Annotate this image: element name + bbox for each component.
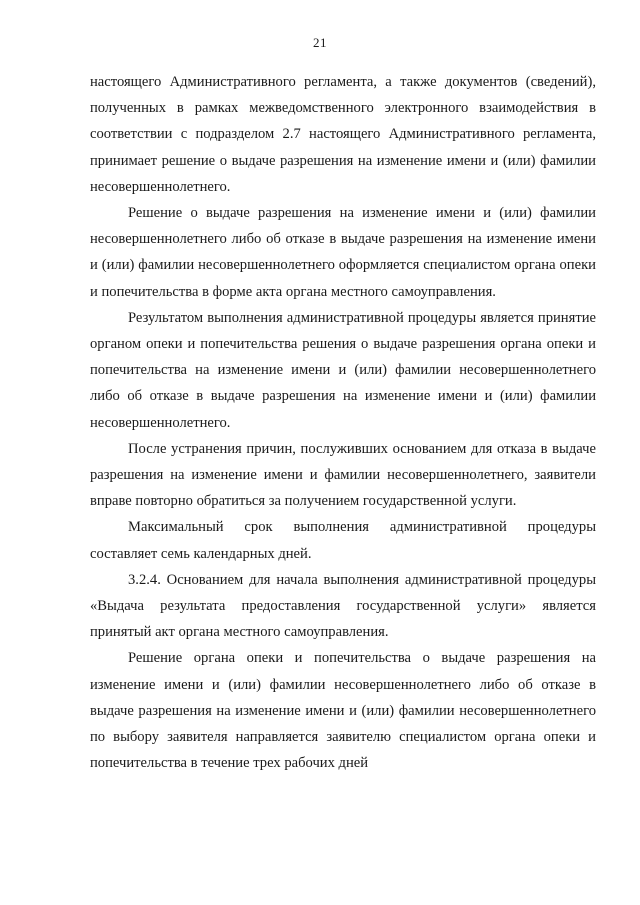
paragraph-decision-form: Решение о выдаче разрешения на изменение имени и (или) фамилии несовершеннолетнего либо об отказе в выдаче разрешения на изменение имени и (или) фамилии несовершеннолетнего оформляется специалистом органа опеки и попечительства в форме акта органа местного самоуправления. bbox=[90, 205, 596, 300]
paragraph-continuation: настоящего Административного регламента, а также документов (сведений), полученных в рамках межведомственного электронного взаимодействия в соответствии с подразделом 2.7 настоящего Административного регламента, принимает решение о выдаче разрешения на изменение имени и (или) фамилии несовершеннолетнего. bbox=[90, 74, 596, 195]
paragraph-reapplication: После устранения причин, послуживших основанием для отказа в выдаче разрешения на изменение имени и фамилии несовершеннолетнего, заявители вправе повторно обратиться за получением государственной услуги. bbox=[90, 440, 596, 510]
page-number: 21 bbox=[313, 35, 327, 50]
document-body bbox=[90, 69, 596, 776]
paragraph-max-term: Максимальный срок выполнения административной процедуры составляет семь календарных дней. bbox=[90, 519, 596, 562]
paragraph-procedure-result: Результатом выполнения административной процедуры является принятие органом опеки и попечительства решения о выдаче разрешения органа опеки и попечительства на изменение имени и (или) фамилии несовершеннолетнего либо об отказе в выдаче разрешения на изменение имени и (или) фамилии несовершеннолетнего. bbox=[90, 309, 596, 431]
paragraph-section-3-2-4: 3.2.4. Основанием для начала выполнения административной процедуры «Выдача результата предоставления государственной услуги» является принятый акт органа местного самоуправления. bbox=[90, 571, 596, 641]
paragraph-decision-delivery: Решение органа опеки и попечительства о выдаче разрешения на изменение имени и (или) фамилии несовершеннолетнего либо об отказе в выдаче разрешения на изменение имени и (или) фамилии несовершеннолетнего по выбору заявителя направляется заявителю специалистом органа опеки и попечительства в течение трех рабочих дней bbox=[90, 650, 596, 772]
